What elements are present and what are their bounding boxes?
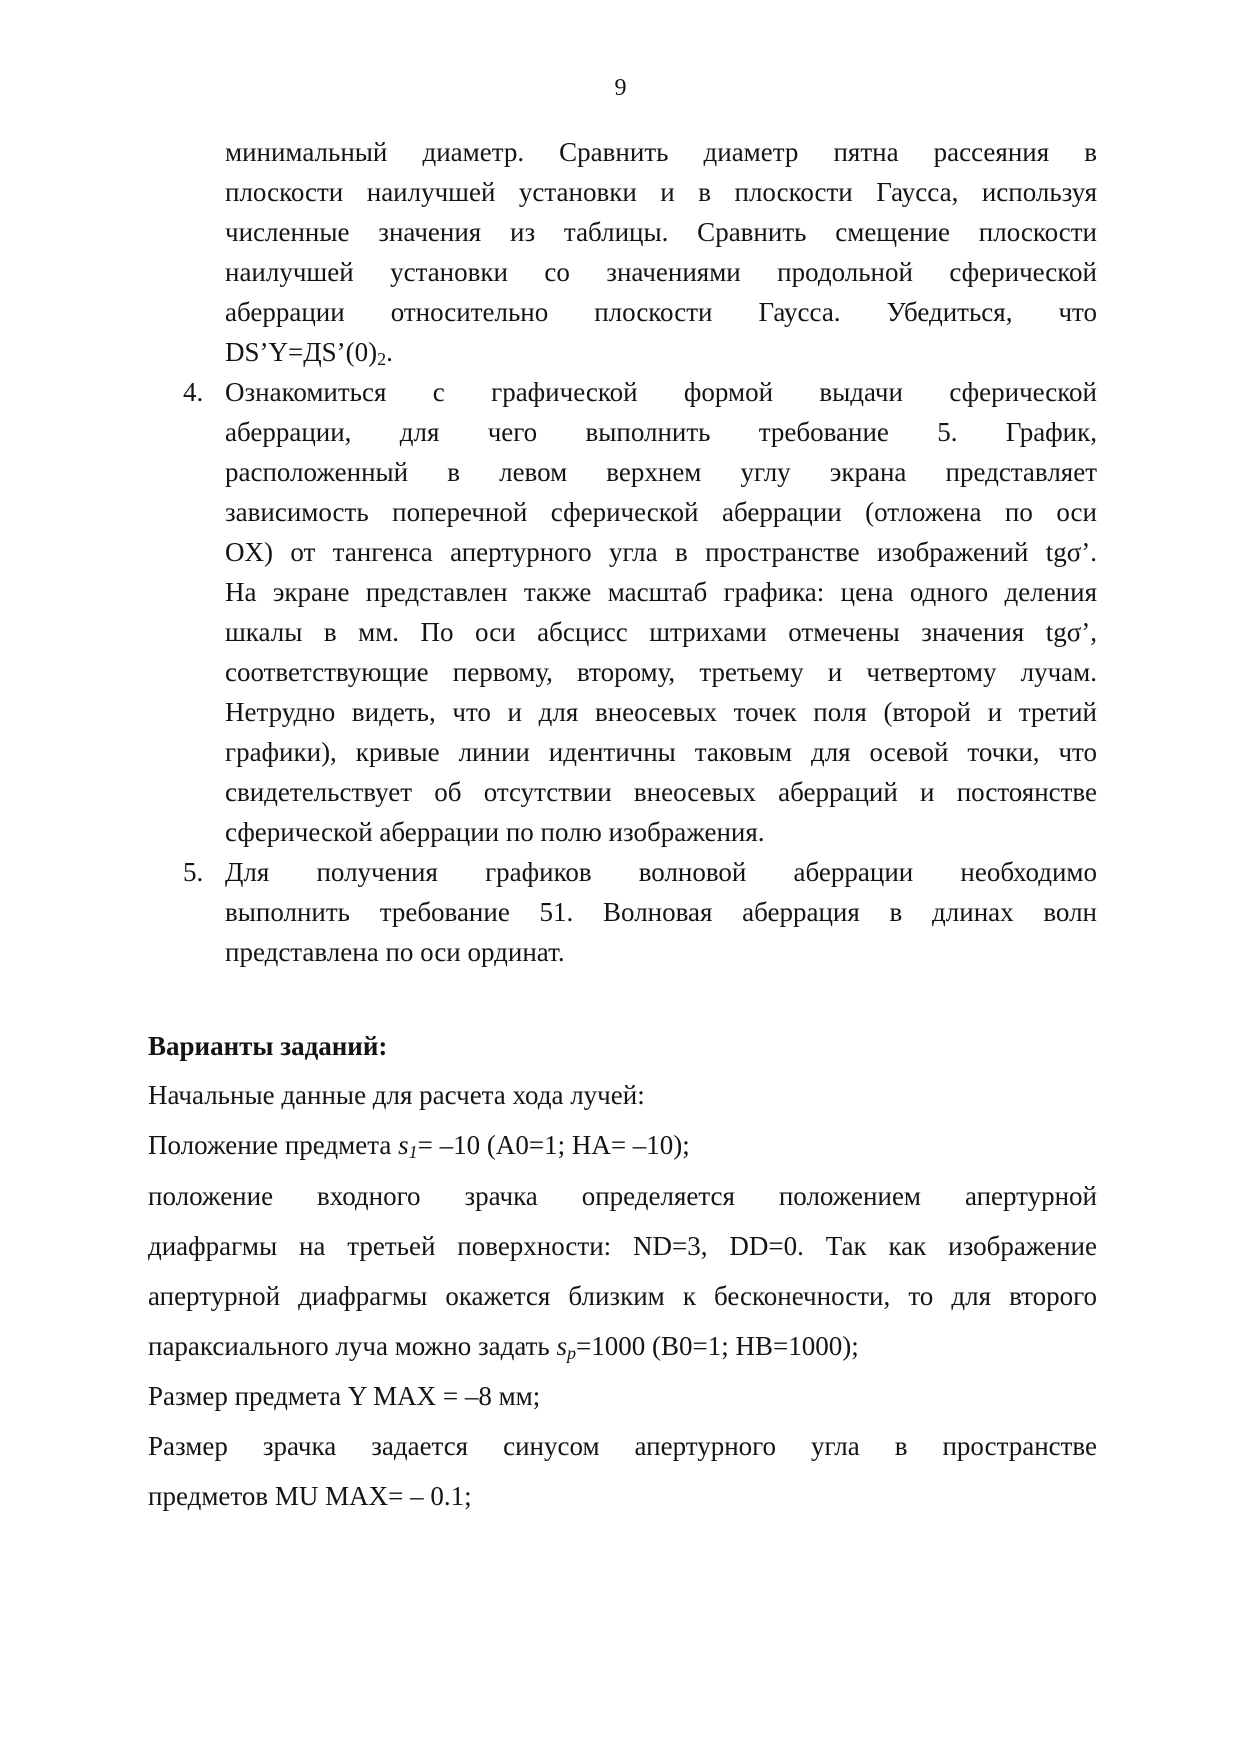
text-line: диафрагмы на третьей поверхности: ND=3, DD=0. Так как изображение	[148, 1231, 1097, 1261]
text-line: Начальные данные для расчета хода лучей:	[148, 1080, 645, 1110]
text-line: плоскости наилучшей установки и в плоскости Гаусса, используя	[225, 177, 1097, 207]
formula-end: .	[386, 337, 393, 367]
text-line: свидетельствует об отсутствии внеосевых аберраций и постоянстве	[225, 777, 1097, 807]
list-item-number: 4.	[183, 377, 204, 407]
text-span: =1000 (B0=1; HB=1000);	[576, 1331, 859, 1361]
text-line: графики), кривые линии идентичны таковым для осевой точки, что	[225, 737, 1097, 767]
text-line: апертурной диафрагмы окажется близким к бесконечности, то для второго	[148, 1281, 1097, 1311]
text-line: Нетрудно видеть, что и для внеосевых точек поля (второй и третий	[225, 697, 1097, 727]
text-line: аберрации относительно плоскости Гаусса. Убедиться, что	[225, 297, 1097, 327]
text-line: Для получения графиков волновой аберрации необходимо	[225, 857, 1097, 887]
text-line: На экране представлен также масштаб графика: цена одного деления	[225, 577, 1097, 607]
text-line: предметов MU MAX= – 0.1;	[148, 1481, 472, 1511]
text-line: наилучшей установки со значениями продольной сферической	[225, 257, 1097, 287]
formula-line	[225, 332, 1097, 372]
variable-subscript: 1	[408, 1142, 418, 1162]
variable-subscript: p	[567, 1343, 577, 1363]
text-line: Размер зрачка задается синусом апертурного угла в пространстве	[148, 1431, 1097, 1461]
text-line: Размер предмета Y MAX = –8 мм;	[148, 1381, 541, 1411]
text-line: сферической аберрации по полю изображения.	[225, 817, 765, 847]
text-line: минимальный диаметр. Сравнить диаметр пятна рассеяния в	[225, 137, 1097, 167]
text-span: параксиального луча можно задать	[148, 1331, 557, 1361]
formula-subscript: 2	[377, 349, 387, 369]
text-line: Ознакомиться с графической формой выдачи сферической	[225, 377, 1097, 407]
text-line: OX) от тангенса апертурного угла в пространстве изображений tgσ’.	[225, 537, 1097, 567]
text-line: расположенный в левом верхнем углу экрана представляет	[225, 457, 1097, 487]
variable-s: s	[556, 1331, 568, 1361]
text-line: шкалы в мм. По оси абсцисс штрихами отмечены значения tgσ’,	[225, 617, 1097, 647]
list-item-number: 5.	[183, 857, 204, 887]
object-position-line	[148, 1125, 1097, 1165]
text-span: = –10 (A0=1; HA= –10);	[417, 1130, 690, 1160]
section-heading: Варианты заданий:	[148, 1031, 388, 1061]
text-span: Положение предмета	[148, 1130, 399, 1160]
text-line: аберрации, для чего выполнить требование 5. График,	[225, 417, 1097, 447]
variable-s: s	[398, 1130, 409, 1160]
text-line: зависимость поперечной сферической аберрации (отложена по оси	[225, 497, 1097, 527]
text-line: соответствующие первому, второму, третьему и четвертому лучам.	[225, 657, 1097, 687]
formula-main: DS’Y=ДS’(0)	[225, 337, 378, 367]
text-line: численные значения из таблицы. Сравнить смещение плоскости	[225, 217, 1097, 247]
page-number: 9	[614, 75, 627, 101]
paraxial-line	[148, 1326, 1097, 1366]
text-line: выполнить требование 51. Волновая аберрация в длинах волн	[225, 897, 1097, 927]
text-line: положение входного зрачка определяется положением апертурной	[148, 1181, 1097, 1211]
text-line: представлена по оси ординат.	[225, 937, 565, 967]
